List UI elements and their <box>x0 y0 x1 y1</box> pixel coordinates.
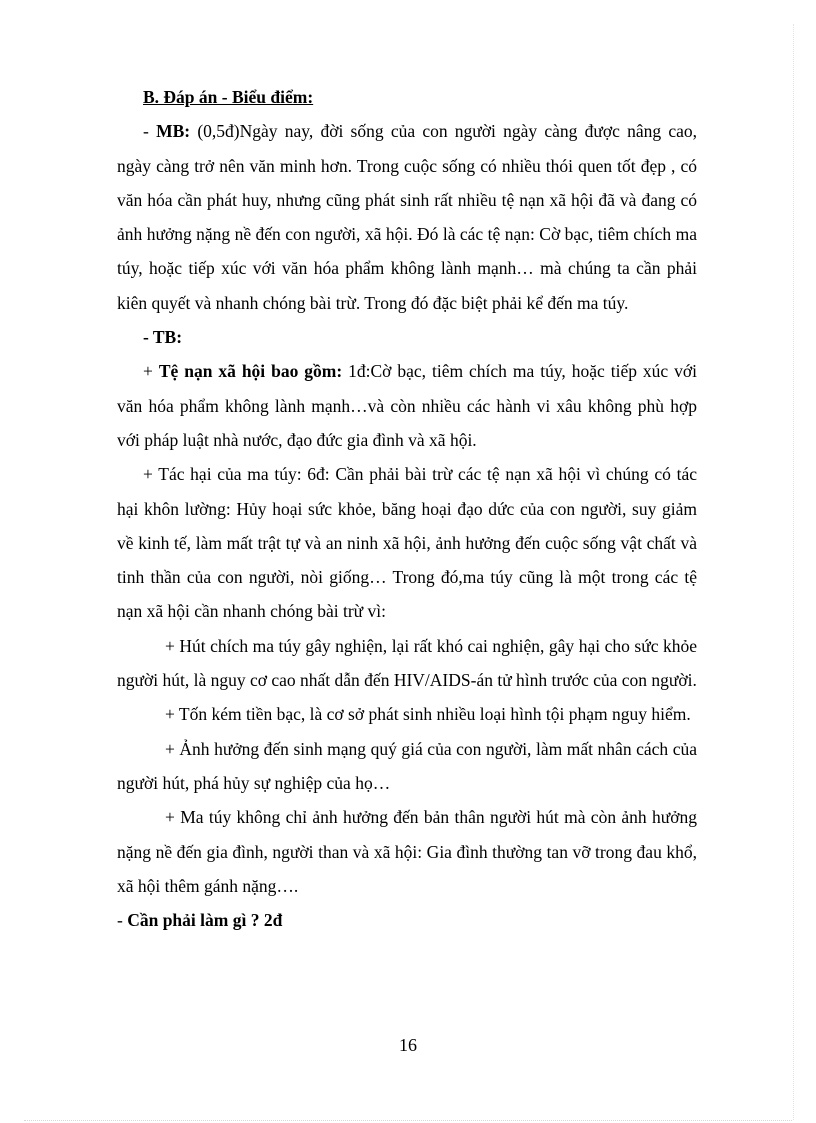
reason-paragraph-3: + Ảnh hưởng đến sinh mạng quý giá của con người, làm mất nhân cách của người hút, phá hủy sự nghiệp của họ… <box>117 738 697 793</box>
section-heading <box>117 80 697 114</box>
page-number: 16 <box>399 1035 417 1055</box>
reason-paragraph-4: + Ma túy không chỉ ảnh hưởng đến bản thân người hút mà còn ảnh hưởng nặng nề đến gia đình, người than và xã hội: Gia đình thường tan vỡ trong đau khổ, xã hội thêm gánh nặng…. <box>117 807 697 896</box>
te-nan-text: 1đ:Cờ bạc, tiêm chích ma túy, hoặc tiếp xúc với văn hóa phẩm không lành mạnh…và còn nhiều các hành vi xâu không phù hợp với pháp luật nhà nước, đạo đức gia đình và xã hội. <box>117 361 698 450</box>
can-phai-paragraph <box>117 903 697 937</box>
can-phai-prefix: - <box>117 910 128 931</box>
tb-label: - TB: <box>143 327 183 348</box>
reason-paragraph-2: + Tốn kém tiền bạc, là cơ sở phát sinh nhiều loại hình tội phạm nguy hiểm. <box>165 704 691 725</box>
can-phai-label: Cần phải làm gì ? 2đ <box>127 910 283 931</box>
reason-paragraph-1: + Hút chích ma túy gây nghiện, lại rất khó cai nghiện, gây hại cho sức khỏe người hút, là nguy cơ cao nhất dẫn đến HIV/AIDS-án tử hình trước của con người. <box>117 635 697 691</box>
tac-hai-paragraph: + Tác hại của ma túy: 6đ: Cần phải bài trừ các tệ nạn xã hội vì chúng có tác hại khôn lường: Hủy hoại sức khỏe, băng hoại đạo dức của con người, suy giảm về kinh tế, làm mất trật tự và an ninh xã hội, ảnh hưởng đến cuộc sống vật chất và tinh thần của con người, nòi giống… Trong đó,ma túy cũng là một trong các tệ nạn xã hội cần nhanh chóng bài trừ vì: <box>117 464 697 622</box>
document-body <box>117 80 697 937</box>
mb-label: MB: <box>156 121 191 142</box>
section-heading-text: B. Đáp án - Biểu điểm: <box>143 87 314 107</box>
mb-prefix: - <box>143 121 157 142</box>
page-edge-bottom <box>24 1120 792 1121</box>
page-edge-right <box>793 24 794 1120</box>
te-nan-paragraph <box>117 354 697 457</box>
te-nan-prefix: + <box>143 361 159 382</box>
te-nan-label: Tệ nạn xã hội bao gồm: <box>158 361 343 382</box>
mb-text: (0,5đ)Ngày nay, đời sống của con người ngày càng được nâng cao, ngày càng trở nên văn minh hơn. Trong cuộc sống có nhiều thói quen tốt đẹp , có văn hóa cần phát huy, nhưng cũng phát sinh rất nhiều tệ nạn xã hội đã và đang có ảnh hưởng nặng nề đến con người, xã hội. Đó là các tệ nạn: Cờ bạc, tiêm chích ma túy, hoặc tiếp xúc với văn hóa phẩm không lành mạnh… mà chúng ta cần phải kiên quyết và nhanh chóng bài trừ. Trong đó đặc biệt phải kể đến ma túy. <box>117 121 698 313</box>
mb-paragraph <box>117 114 697 320</box>
